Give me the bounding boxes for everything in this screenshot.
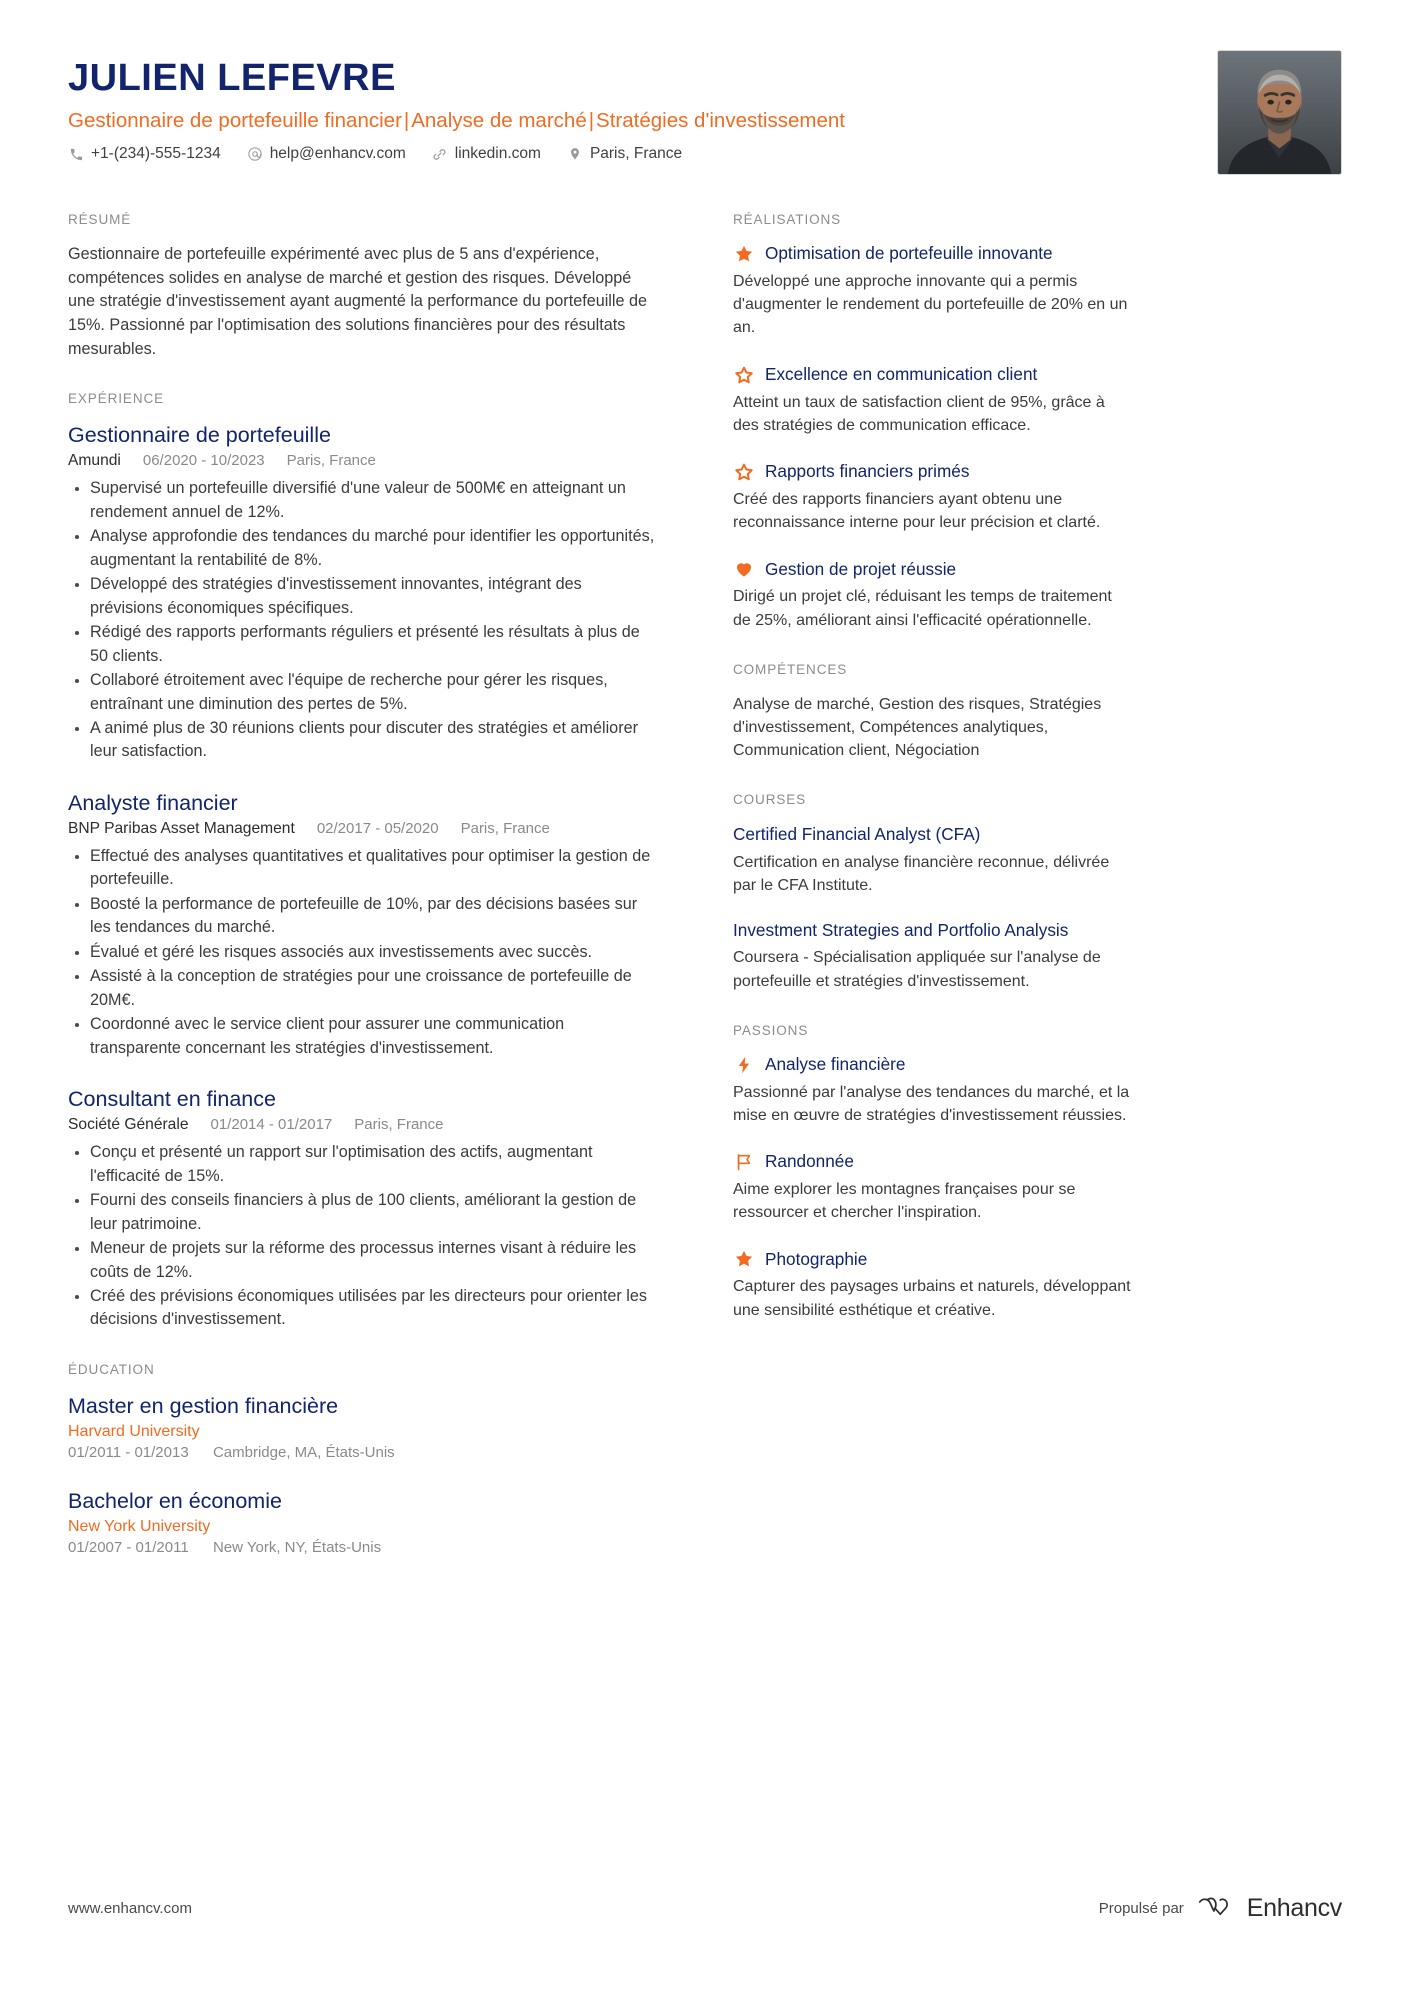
education-school: New York University	[68, 1517, 211, 1535]
experience-meta	[68, 1116, 658, 1134]
avatar	[1217, 50, 1342, 175]
bullet-item: Assisté à la conception de stratégies pour une croissance de portefeuille de 20M€.	[68, 965, 658, 1012]
enhancv-logo-icon	[1198, 1894, 1238, 1923]
bullet-item: Meneur de projets sur la réforme des processus internes visant à réduire les coûts de 12%.	[68, 1237, 658, 1284]
passion-item	[733, 1054, 1133, 1127]
experience-bullets	[68, 845, 658, 1060]
contact-email[interactable]	[247, 145, 406, 163]
experience-role: Gestionnaire de portefeuille	[68, 423, 331, 448]
achievement-title: Optimisation de portefeuille innovante	[765, 243, 1053, 264]
education-entry	[68, 1393, 658, 1462]
email-icon	[247, 146, 263, 162]
section-skills	[733, 662, 1133, 763]
bullet-item: Créé des prévisions économiques utilisées par les directeurs pour orienter les décisions d'investissement.	[68, 1285, 658, 1332]
education-dates: 01/2007 - 01/2011	[68, 1538, 189, 1556]
phone-icon	[68, 146, 84, 162]
experience-company: Amundi	[68, 452, 121, 470]
experience-meta	[68, 820, 658, 838]
contact-email-text: help@enhancv.com	[269, 145, 406, 163]
experience-dates: 01/2014 - 01/2017	[210, 1116, 333, 1134]
left-column	[68, 212, 678, 1587]
passion-description: Passionné par l'analyse des tendances du marché, et la mise en œuvre de stratégies d'investissement réussies.	[733, 1083, 1130, 1124]
professional-headline	[68, 108, 1217, 135]
experience-entry	[68, 422, 658, 764]
section-passions	[733, 1023, 1133, 1322]
enhancv-brand	[1198, 1894, 1342, 1923]
bullet-item: Supervisé un portefeuille diversifié d'une valeur de 500M€ en atteignant un rendement annuel de 12%.	[68, 477, 658, 524]
bullet-item: Boosté la performance de portefeuille de 10%, par des décisions basées sur les tendances du marché.	[68, 893, 658, 940]
education-school: Harvard University	[68, 1422, 200, 1440]
achievement-title: Excellence en communication client	[765, 363, 1038, 384]
passion-head	[733, 1151, 1133, 1173]
course-item	[733, 823, 1133, 897]
headline-part-2: Analyse de marché	[411, 108, 587, 132]
heart-filled-icon	[733, 558, 755, 580]
footer-website-url[interactable]: www.enhancv.com	[68, 1900, 192, 1917]
education-dates: 01/2011 - 01/2013	[68, 1443, 189, 1461]
headline-part-1: Gestionnaire de portefeuille financier	[68, 108, 402, 132]
course-title: Investment Strategies and Portfolio Analysis	[733, 919, 1069, 940]
contact-link[interactable]	[432, 145, 541, 163]
achievement-head	[733, 243, 1133, 265]
education-degree: Bachelor en économie	[68, 1488, 282, 1513]
education-degree: Master en gestion financière	[68, 1393, 339, 1418]
section-title-skills: COMPÉTENCES	[733, 661, 848, 677]
experience-entry	[68, 790, 658, 1060]
course-description: Coursera - Spécialisation appliquée sur l'analyse de portefeuille et stratégies d'investissement.	[733, 949, 1101, 990]
star-outline-icon	[733, 364, 755, 386]
experience-company: Société Générale	[68, 1116, 189, 1134]
achievement-item	[733, 558, 1133, 631]
achievement-description: Créé des rapports financiers ayant obtenu une reconnaissance interne pour leur précision et clarté.	[733, 490, 1101, 532]
experience-dates: 06/2020 - 10/2023	[142, 452, 265, 470]
experience-location: Paris, France	[286, 452, 376, 470]
experience-location: Paris, France	[460, 819, 550, 837]
summary-text: Gestionnaire de portefeuille expérimenté avec plus de 5 ans d'expérience, compétences solides en analyse de marché et gestion des risques. Développé une stratégie d'investissement ayant augmenté la performance du portefeuille de 15%. Passionné par l'optimisation des solutions financières pour des résultats mesurables.	[68, 245, 647, 358]
bullet-item: Collaboré étroitement avec l'équipe de recherche pour gérer les risques, entraînant une diminution des pertes de 5%.	[68, 669, 658, 716]
headline-separator-1: |	[403, 108, 410, 132]
lightning-bolt-icon	[733, 1054, 755, 1076]
experience-role: Analyste financier	[68, 790, 238, 815]
passion-head	[733, 1054, 1133, 1076]
link-icon	[432, 146, 448, 162]
passion-item	[733, 1248, 1133, 1321]
course-description: Certification en analyse financière reconnue, délivrée par le CFA Institute.	[733, 853, 1110, 894]
right-column	[733, 212, 1133, 1587]
contact-phone-text: +1-(234)-555-1234	[91, 145, 221, 163]
star-filled-icon	[733, 243, 755, 265]
education-location: New York, NY, États-Unis	[212, 1538, 382, 1556]
resume-footer	[68, 1894, 1342, 1923]
page-title: JULIEN LEFEVRE	[68, 57, 396, 99]
achievement-description: Atteint un taux de satisfaction client de 95%, grâce à des stratégies de communication efficace.	[733, 393, 1105, 434]
section-title-summary: RÉSUMÉ	[68, 212, 132, 227]
course-item	[733, 919, 1133, 993]
headline-separator-2: |	[588, 108, 595, 132]
bullet-item: Analyse approfondie des tendances du marché pour identifier les opportunités, augmentant la rentabilité de 8%.	[68, 525, 658, 572]
contact-location-text: Paris, France	[589, 145, 683, 163]
experience-entry	[68, 1086, 658, 1332]
section-achievements	[733, 212, 1133, 632]
achievement-item	[733, 364, 1133, 437]
passion-title: Photographie	[765, 1248, 868, 1269]
bullet-item: Rédigé des rapports performants réguliers et présenté les résultats à plus de 50 clients.	[68, 621, 658, 668]
bullet-item: A animé plus de 30 réunions clients pour discuter des stratégies et améliorer leur satisfaction.	[68, 717, 658, 764]
section-title-education: ÉDUCATION	[68, 1361, 155, 1377]
headline-part-3: Stratégies d'investissement	[596, 108, 845, 132]
achievement-title: Gestion de projet réussie	[765, 558, 957, 579]
bullet-item: Effectué des analyses quantitatives et qualitatives pour optimiser la gestion de portefeuille.	[68, 845, 658, 892]
star-outline-icon	[733, 461, 755, 483]
experience-meta	[68, 452, 658, 470]
experience-company: BNP Paribas Asset Management	[68, 819, 295, 837]
section-title-experience: EXPÉRIENCE	[68, 391, 165, 407]
contact-location	[567, 145, 682, 163]
section-experience	[68, 391, 658, 1332]
resume-header	[68, 50, 1342, 175]
header-text-block	[68, 50, 1217, 163]
education-meta	[68, 1539, 658, 1557]
experience-dates: 02/2017 - 05/2020	[316, 819, 439, 837]
footer-powered-by-label: Propulsé par	[1098, 1900, 1184, 1917]
bullet-item: Coordonné avec le service client pour assurer une communication transparente concernant les stratégies d'investissement.	[68, 1013, 658, 1060]
bullet-item: Conçu et présenté un rapport sur l'optimisation des actifs, augmentant l'efficacité de 15%.	[68, 1141, 658, 1188]
section-education	[68, 1362, 658, 1557]
skills-text: Analyse de marché, Gestion des risques, Stratégies d'investissement, Compétences analytiques, Communication client, Négociation	[733, 695, 1102, 760]
bullet-item: Évalué et géré les risques associés aux investissements avec succès.	[68, 941, 658, 964]
passion-description: Aime explorer les montagnes françaises pour se ressourcer et chercher l'inspiration.	[733, 1181, 1076, 1222]
location-pin-icon	[567, 146, 583, 162]
contact-link-text: linkedin.com	[454, 145, 541, 163]
achievement-description: Développé une approche innovante qui a permis d'augmenter le rendement du portefeuille de 20% en un an.	[733, 273, 1128, 337]
achievement-title: Rapports financiers primés	[765, 461, 970, 482]
contact-row	[68, 145, 1217, 163]
section-title-courses: COURSES	[733, 792, 807, 808]
passion-description: Capturer des paysages urbains et naturels, développant une sensibilité esthétique et créative.	[733, 1278, 1131, 1319]
experience-bullets	[68, 477, 658, 764]
education-meta	[68, 1444, 658, 1462]
bullet-item: Développé des stratégies d'investissement innovantes, intégrant des prévisions économiques spécifiques.	[68, 573, 658, 620]
section-summary	[68, 212, 658, 361]
section-courses	[733, 792, 1133, 992]
profile-photo-illustration	[1218, 51, 1341, 174]
section-title-passions: PASSIONS	[733, 1022, 809, 1038]
experience-role: Consultant en finance	[68, 1087, 276, 1112]
achievement-description: Dirigé un projet clé, réduisant les temps de traitement de 25%, améliorant ainsi l'efficacité opérationnelle.	[733, 588, 1112, 629]
passion-title: Analyse financière	[765, 1053, 906, 1074]
passion-head	[733, 1248, 1133, 1270]
resume-body	[0, 212, 1410, 1587]
education-entry	[68, 1488, 658, 1557]
achievement-head	[733, 364, 1133, 386]
section-title-achievements: RÉALISATIONS	[733, 212, 842, 227]
course-title: Certified Financial Analyst (CFA)	[733, 824, 981, 845]
experience-bullets	[68, 1141, 658, 1332]
experience-location: Paris, France	[354, 1116, 444, 1134]
star-filled-icon	[733, 1248, 755, 1270]
achievement-head	[733, 461, 1133, 483]
contact-phone[interactable]	[68, 145, 221, 163]
bullet-item: Fourni des conseils financiers à plus de 100 clients, améliorant la gestion de leur patrimoine.	[68, 1189, 658, 1236]
achievement-head	[733, 558, 1133, 580]
flag-outline-icon	[733, 1151, 755, 1173]
passion-item	[733, 1151, 1133, 1224]
achievement-item	[733, 243, 1133, 340]
enhancv-brand-name: Enhancv	[1246, 1894, 1342, 1922]
footer-branding	[1099, 1894, 1342, 1923]
passion-title: Randonnée	[765, 1151, 854, 1172]
achievement-item	[733, 461, 1133, 534]
education-location: Cambridge, MA, États-Unis	[212, 1443, 395, 1461]
